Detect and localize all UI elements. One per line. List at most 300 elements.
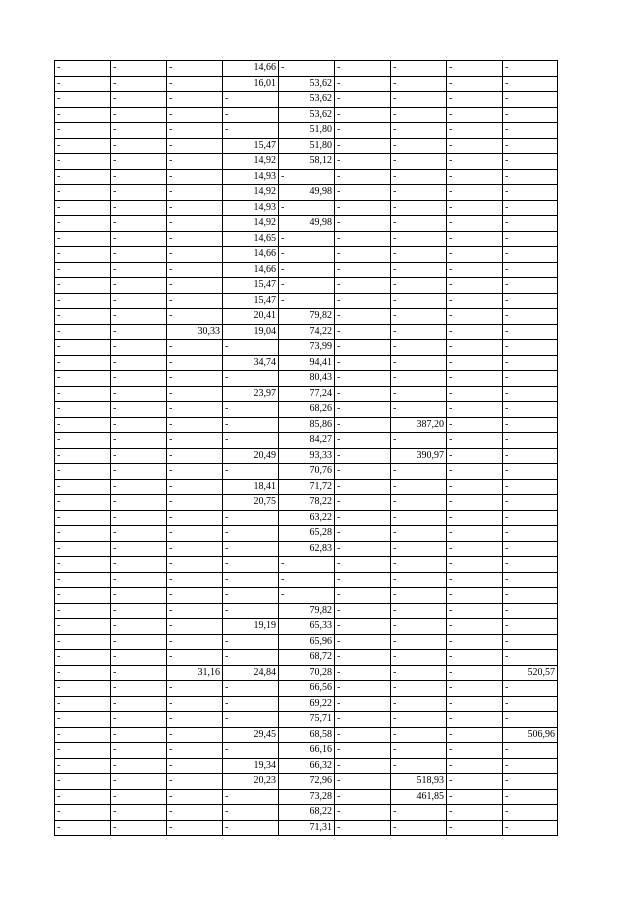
table-cell: - <box>391 696 447 712</box>
table-cell: - <box>111 805 167 821</box>
table-cell: - <box>447 185 503 201</box>
table-cell: - <box>335 743 391 759</box>
table-cell: - <box>55 169 111 185</box>
table-cell: - <box>167 123 223 139</box>
table-cell: - <box>111 386 167 402</box>
table-cell: - <box>335 231 391 247</box>
table-cell: 14,92 <box>223 216 279 232</box>
table-cell: - <box>391 247 447 263</box>
table-cell: - <box>391 216 447 232</box>
table-cell: - <box>167 510 223 526</box>
table-cell: 14,66 <box>223 247 279 263</box>
table-cell: - <box>111 200 167 216</box>
table-cell: - <box>503 541 558 557</box>
table-cell: 14,93 <box>223 169 279 185</box>
table-cell: - <box>167 355 223 371</box>
table-cell: - <box>55 696 111 712</box>
table-cell: 62,83 <box>279 541 335 557</box>
table-cell: - <box>55 665 111 681</box>
table-cell: - <box>167 200 223 216</box>
table-cell: - <box>447 479 503 495</box>
table-cell: 79,82 <box>279 309 335 325</box>
table-cell: - <box>223 541 279 557</box>
table-cell: - <box>503 433 558 449</box>
table-row <box>55 650 558 666</box>
table-cell: 68,22 <box>279 805 335 821</box>
table-row <box>55 262 558 278</box>
table-cell: - <box>391 92 447 108</box>
table-cell: 14,92 <box>223 154 279 170</box>
table-cell: 518,93 <box>391 774 447 790</box>
table-cell: 520,57 <box>503 665 558 681</box>
table-cell: - <box>223 820 279 836</box>
table-cell: - <box>391 340 447 356</box>
table-row <box>55 557 558 573</box>
table-cell: - <box>111 588 167 604</box>
table-cell: - <box>447 495 503 511</box>
table-cell: - <box>503 278 558 294</box>
table-cell: - <box>167 340 223 356</box>
table-cell: - <box>55 526 111 542</box>
table-cell: 19,04 <box>223 324 279 340</box>
table-cell: - <box>55 650 111 666</box>
table-cell: 20,75 <box>223 495 279 511</box>
table-cell: - <box>503 650 558 666</box>
table-cell: - <box>391 541 447 557</box>
table-cell: - <box>167 107 223 123</box>
table-cell: - <box>447 324 503 340</box>
table-cell: - <box>391 603 447 619</box>
table-cell: - <box>503 464 558 480</box>
table-cell: - <box>167 464 223 480</box>
table-row <box>55 61 558 77</box>
table-cell: - <box>111 76 167 92</box>
table-cell: - <box>335 402 391 418</box>
table-cell: - <box>391 712 447 728</box>
table-cell: - <box>55 355 111 371</box>
table-cell: - <box>55 510 111 526</box>
table-cell: - <box>391 805 447 821</box>
table-cell: - <box>447 820 503 836</box>
table-cell: 79,82 <box>279 603 335 619</box>
table-cell: - <box>111 107 167 123</box>
table-cell: - <box>111 789 167 805</box>
table-cell: - <box>335 123 391 139</box>
table-cell: 24,84 <box>223 665 279 681</box>
table-cell: - <box>111 154 167 170</box>
table-cell: - <box>223 433 279 449</box>
table-cell: - <box>167 154 223 170</box>
table-cell: - <box>55 262 111 278</box>
table-cell: - <box>503 386 558 402</box>
table-cell: - <box>55 588 111 604</box>
table-cell: - <box>55 541 111 557</box>
table-cell: - <box>335 820 391 836</box>
table-cell: - <box>167 417 223 433</box>
table-cell: 71,72 <box>279 479 335 495</box>
table-cell: - <box>111 495 167 511</box>
table-cell: - <box>279 247 335 263</box>
table-cell: - <box>55 743 111 759</box>
table-cell: - <box>447 619 503 635</box>
table-cell: - <box>111 650 167 666</box>
table-cell: - <box>447 309 503 325</box>
table-cell: - <box>391 619 447 635</box>
table-cell: - <box>111 696 167 712</box>
table-cell: - <box>335 76 391 92</box>
table-row <box>55 185 558 201</box>
table-cell: - <box>335 510 391 526</box>
table-cell: - <box>447 169 503 185</box>
table-cell: - <box>447 696 503 712</box>
table-cell: 20,41 <box>223 309 279 325</box>
table-cell: - <box>447 107 503 123</box>
table-cell: 53,62 <box>279 76 335 92</box>
table-cell: - <box>503 231 558 247</box>
table-cell: - <box>447 526 503 542</box>
table-cell: - <box>111 448 167 464</box>
table-cell: - <box>55 727 111 743</box>
table-cell: 20,23 <box>223 774 279 790</box>
table-cell: 73,28 <box>279 789 335 805</box>
table-cell: - <box>55 309 111 325</box>
table-cell: - <box>391 61 447 77</box>
table-cell: - <box>279 588 335 604</box>
table-cell: - <box>335 278 391 294</box>
table-cell: 390,97 <box>391 448 447 464</box>
table-cell: - <box>111 774 167 790</box>
table-cell: - <box>55 572 111 588</box>
table-cell: - <box>167 712 223 728</box>
table-row <box>55 464 558 480</box>
table-cell: - <box>223 789 279 805</box>
data-table <box>54 60 558 836</box>
table-cell: - <box>167 433 223 449</box>
table-cell: - <box>391 324 447 340</box>
table-cell: - <box>335 371 391 387</box>
table-cell: - <box>503 355 558 371</box>
table-cell: - <box>503 185 558 201</box>
table-cell: - <box>111 293 167 309</box>
table-cell: - <box>167 278 223 294</box>
table-cell: - <box>55 216 111 232</box>
table-cell: 94,41 <box>279 355 335 371</box>
table-cell: - <box>167 293 223 309</box>
table-cell: - <box>335 464 391 480</box>
table-row <box>55 123 558 139</box>
table-cell: - <box>223 402 279 418</box>
table-cell: - <box>55 92 111 108</box>
table-cell: 53,62 <box>279 107 335 123</box>
table-cell: - <box>111 557 167 573</box>
table-cell: - <box>503 200 558 216</box>
table-cell: 29,45 <box>223 727 279 743</box>
table-cell: - <box>391 572 447 588</box>
table-cell: - <box>167 789 223 805</box>
table-cell: - <box>55 247 111 263</box>
table-cell: - <box>447 572 503 588</box>
table-cell: - <box>167 231 223 247</box>
table-cell: - <box>167 247 223 263</box>
table-cell: - <box>447 758 503 774</box>
table-cell: - <box>335 665 391 681</box>
table-row <box>55 433 558 449</box>
table-cell: - <box>279 572 335 588</box>
table-cell: - <box>167 262 223 278</box>
table-cell: 15,47 <box>223 278 279 294</box>
table-cell: - <box>335 541 391 557</box>
table-row <box>55 355 558 371</box>
table-cell: 66,32 <box>279 758 335 774</box>
table-cell: - <box>111 681 167 697</box>
table-cell: - <box>167 805 223 821</box>
table-cell: - <box>111 169 167 185</box>
table-cell: - <box>391 185 447 201</box>
table-cell: - <box>55 76 111 92</box>
table-cell: - <box>55 619 111 635</box>
table-cell: 14,92 <box>223 185 279 201</box>
table-cell: - <box>335 603 391 619</box>
table-cell: - <box>111 743 167 759</box>
table-cell: - <box>167 557 223 573</box>
table-cell: - <box>447 340 503 356</box>
table-cell: - <box>335 681 391 697</box>
table-cell: - <box>167 76 223 92</box>
table-cell: - <box>503 293 558 309</box>
table-row <box>55 216 558 232</box>
table-cell: - <box>447 247 503 263</box>
table-cell: - <box>167 634 223 650</box>
table-cell: - <box>391 278 447 294</box>
table-cell: - <box>111 479 167 495</box>
table-row <box>55 743 558 759</box>
table-cell: - <box>223 510 279 526</box>
table-cell: - <box>111 309 167 325</box>
table-cell: - <box>223 107 279 123</box>
table-cell: - <box>503 76 558 92</box>
table-cell: - <box>167 572 223 588</box>
table-cell: - <box>167 758 223 774</box>
table-cell: - <box>223 526 279 542</box>
table-cell: - <box>503 789 558 805</box>
table-cell: - <box>55 712 111 728</box>
table-cell: - <box>503 247 558 263</box>
table-cell: - <box>447 200 503 216</box>
table-cell: - <box>335 634 391 650</box>
table-cell: - <box>503 107 558 123</box>
table-cell: - <box>447 634 503 650</box>
table-row <box>55 200 558 216</box>
table-cell: - <box>503 417 558 433</box>
table-row <box>55 758 558 774</box>
table-cell: 68,58 <box>279 727 335 743</box>
table-cell: - <box>55 433 111 449</box>
table-cell: - <box>335 417 391 433</box>
table-cell: 31,16 <box>167 665 223 681</box>
table-cell: - <box>503 138 558 154</box>
table-cell: - <box>335 696 391 712</box>
table-cell: - <box>167 185 223 201</box>
table-cell: - <box>503 92 558 108</box>
table-cell: - <box>167 61 223 77</box>
table-cell: - <box>503 572 558 588</box>
table-cell: - <box>335 200 391 216</box>
table-cell: - <box>335 557 391 573</box>
table-cell: - <box>391 665 447 681</box>
table-cell: - <box>503 805 558 821</box>
table-cell: - <box>167 820 223 836</box>
table-cell: - <box>447 464 503 480</box>
table-cell: - <box>335 479 391 495</box>
table-cell: - <box>447 231 503 247</box>
table-cell: - <box>111 402 167 418</box>
table-row <box>55 107 558 123</box>
table-cell: 16,01 <box>223 76 279 92</box>
table-cell: - <box>503 324 558 340</box>
table-cell: - <box>111 541 167 557</box>
table-cell: - <box>503 820 558 836</box>
table-cell: - <box>279 262 335 278</box>
table-cell: - <box>335 107 391 123</box>
table-cell: - <box>111 727 167 743</box>
table-cell: - <box>111 464 167 480</box>
table-cell: 49,98 <box>279 216 335 232</box>
table-cell: - <box>391 107 447 123</box>
table-cell: 506,96 <box>503 727 558 743</box>
table-cell: - <box>335 619 391 635</box>
table-cell: - <box>167 743 223 759</box>
table-cell: - <box>167 603 223 619</box>
table-cell: - <box>503 262 558 278</box>
table-cell: - <box>335 448 391 464</box>
table-cell: - <box>55 774 111 790</box>
table-cell: - <box>111 510 167 526</box>
table-cell: - <box>111 572 167 588</box>
table-cell: - <box>55 107 111 123</box>
table-row <box>55 402 558 418</box>
table-cell: - <box>447 541 503 557</box>
table-cell: - <box>335 774 391 790</box>
table-cell: - <box>503 588 558 604</box>
table-cell: - <box>503 309 558 325</box>
table-cell: 20,49 <box>223 448 279 464</box>
table-row <box>55 712 558 728</box>
table-cell: - <box>111 185 167 201</box>
table-cell: - <box>447 386 503 402</box>
table-cell: - <box>55 324 111 340</box>
table-cell: - <box>447 712 503 728</box>
table-cell: - <box>391 495 447 511</box>
table-cell: - <box>447 138 503 154</box>
table-cell: - <box>447 278 503 294</box>
table-row <box>55 820 558 836</box>
table-cell: - <box>167 309 223 325</box>
table-cell: - <box>335 433 391 449</box>
table-cell: - <box>503 681 558 697</box>
table-cell: - <box>503 495 558 511</box>
table-row <box>55 510 558 526</box>
table-cell: - <box>55 464 111 480</box>
table-cell: - <box>335 154 391 170</box>
table-cell: - <box>111 216 167 232</box>
table-cell: 71,31 <box>279 820 335 836</box>
table-row <box>55 417 558 433</box>
table-cell: - <box>111 619 167 635</box>
table-cell: - <box>279 61 335 77</box>
table-row <box>55 541 558 557</box>
table-cell: - <box>167 696 223 712</box>
table-cell: 51,80 <box>279 138 335 154</box>
table-row <box>55 774 558 790</box>
table-cell: - <box>335 185 391 201</box>
table-cell: - <box>447 774 503 790</box>
table-cell: - <box>55 820 111 836</box>
table-cell: - <box>55 185 111 201</box>
table-cell: - <box>55 371 111 387</box>
table-cell: 93,33 <box>279 448 335 464</box>
table-cell: - <box>503 712 558 728</box>
table-cell: - <box>55 557 111 573</box>
table-cell: 30,33 <box>167 324 223 340</box>
table-cell: - <box>111 138 167 154</box>
table-row <box>55 371 558 387</box>
table-cell: - <box>391 200 447 216</box>
table-cell: - <box>55 479 111 495</box>
table-cell: - <box>391 526 447 542</box>
table-row <box>55 340 558 356</box>
table-cell: - <box>503 526 558 542</box>
table-cell: - <box>447 123 503 139</box>
table-cell: - <box>223 603 279 619</box>
table-cell: - <box>55 293 111 309</box>
table-row <box>55 805 558 821</box>
table-row <box>55 479 558 495</box>
table-cell: 70,76 <box>279 464 335 480</box>
table-cell: - <box>111 417 167 433</box>
table-cell: - <box>111 247 167 263</box>
table-body <box>55 61 558 836</box>
table-cell: - <box>279 278 335 294</box>
table-cell: - <box>503 557 558 573</box>
table-cell: - <box>223 696 279 712</box>
table-cell: - <box>447 665 503 681</box>
table-cell: - <box>55 123 111 139</box>
table-row <box>55 309 558 325</box>
table-cell: - <box>335 92 391 108</box>
table-cell: - <box>503 479 558 495</box>
table-cell: - <box>447 789 503 805</box>
table-cell: - <box>447 262 503 278</box>
table-cell: - <box>503 402 558 418</box>
table-cell: - <box>55 634 111 650</box>
table-cell: - <box>167 526 223 542</box>
table-cell: - <box>223 634 279 650</box>
table-cell: - <box>223 340 279 356</box>
table-cell: - <box>335 355 391 371</box>
table-cell: - <box>279 293 335 309</box>
table-cell: - <box>335 712 391 728</box>
table-row <box>55 588 558 604</box>
table-row <box>55 138 558 154</box>
table-cell: - <box>55 340 111 356</box>
table-cell: - <box>447 743 503 759</box>
table-cell: 53,62 <box>279 92 335 108</box>
table-cell: - <box>55 278 111 294</box>
table-cell: 49,98 <box>279 185 335 201</box>
table-cell: - <box>111 92 167 108</box>
table-cell: - <box>391 557 447 573</box>
table-cell: - <box>167 169 223 185</box>
